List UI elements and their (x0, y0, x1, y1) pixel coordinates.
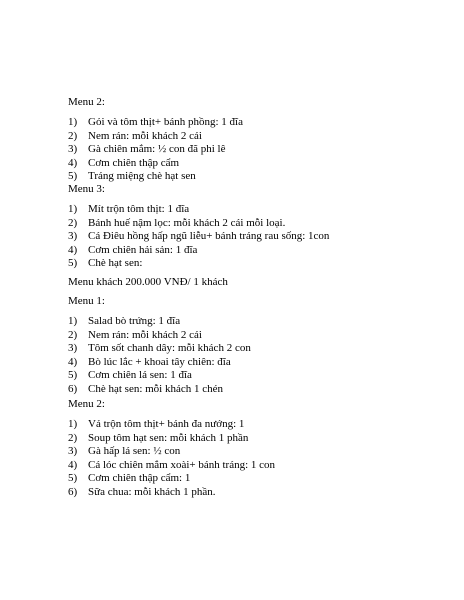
item-text: Cơm chiên thập cẩm: 1 (88, 472, 191, 485)
list-item: 2) Nem rán: mỗi khách 2 cái (68, 328, 202, 341)
item-text: Sữa chua: mỗi khách 1 phần. (88, 485, 216, 498)
item-text: Cơm chiên hải sản: 1 đĩa (88, 243, 198, 256)
item-text: Mít trộn tôm thịt: 1 đĩa (88, 203, 190, 215)
item-text: Tôm sốt chanh dây: mỗi khách 2 con (88, 342, 251, 355)
item-text: Bánh huế nậm lọc: mỗi khách 2 cái mỗi loại. (88, 216, 286, 229)
item-text: Chè hạt sen: mỗi khách 1 chén (88, 382, 224, 395)
item-text: Nem rán: mỗi khách 2 cái (88, 129, 202, 142)
list-item: 3) Gà chiên mắm: ½ con đã phi lê (68, 143, 226, 156)
item-text: Chè hạt sen: (88, 257, 143, 270)
list-item: 3) Tôm sốt chanh dây: mỗi khách 2 con (68, 342, 251, 355)
item-text: Gà hấp lá sen: ½ con (88, 445, 181, 458)
list-item: 2) Soup tôm hạt sen: mỗi khách 1 phần (68, 431, 249, 444)
menu-list (68, 315, 444, 397)
item-text: Cơm chiên thập cẩm (88, 156, 180, 169)
item-text: Soup tôm hạt sen: mỗi khách 1 phần (88, 431, 249, 444)
list-item: 2) Nem rán: mỗi khách 2 cái (68, 129, 202, 142)
item-text: Bò lúc lắc + khoai tây chiên: đĩa (88, 355, 231, 368)
item-text: Salad bò trứng: 1 đĩa (88, 315, 181, 327)
list-item: 5) Chè hạt sen: (68, 257, 143, 270)
list-item: 1) Gỏi và tôm thịt+ bánh phồng: 1 đĩa (68, 116, 243, 128)
price-line: Menu khách 200.000 VNĐ/ 1 khách (68, 276, 228, 288)
list-item: 1) Vả trộn tôm thịt+ bánh đa nướng: 1 (68, 418, 245, 430)
list-item: 1) Mít trộn tôm thịt: 1 đĩa (68, 203, 190, 215)
item-text: Gỏi và tôm thịt+ bánh phồng: 1 đĩa (88, 116, 243, 128)
section-heading: Menu 1: (68, 295, 105, 307)
menu-list (68, 418, 444, 500)
list-item: 5) Cơm chiên lá sen: 1 đĩa (68, 369, 192, 382)
item-text: Cơm chiên lá sen: 1 đĩa (88, 369, 192, 382)
item-text: Nem rán: mỗi khách 2 cái (88, 328, 202, 341)
item-text: Tráng miệng chè hạt sen (88, 170, 196, 183)
list-item: 1) Salad bò trứng: 1 đĩa (68, 315, 181, 327)
list-item: 4) Cá lóc chiên mắm xoài+ bánh tráng: 1 con (68, 458, 276, 471)
item-text: Cá Điêu hồng hấp ngũ liễu+ bánh tráng rau sống: 1con (88, 230, 330, 243)
menu-2-section (68, 96, 444, 184)
section-heading: Menu 2: (68, 96, 105, 108)
list-item: 3) Cá Điêu hồng hấp ngũ liễu+ bánh tráng rau sống: 1con (68, 230, 330, 243)
list-item: 4) Cơm chiên hải sản: 1 đĩa (68, 243, 198, 256)
menu-2b-section (68, 398, 444, 500)
list-item: 6) Sữa chua: mỗi khách 1 phần. (68, 485, 216, 498)
section-heading: Menu 3: (68, 183, 105, 195)
list-item: 4) Cơm chiên thập cẩm (68, 156, 180, 169)
section-heading: Menu 2: (68, 398, 105, 410)
item-text: Gà chiên mắm: ½ con đã phi lê (88, 143, 226, 156)
list-item: 3) Gà hấp lá sen: ½ con (68, 445, 181, 458)
list-item: 5) Cơm chiên thập cẩm: 1 (68, 472, 191, 485)
menu-3-section (68, 183, 444, 271)
list-item: 4) Bò lúc lắc + khoai tây chiên: đĩa (68, 355, 231, 368)
menu-1-section (68, 295, 444, 397)
menu-list (68, 116, 444, 184)
item-text: Vả trộn tôm thịt+ bánh đa nướng: 1 (88, 418, 245, 430)
list-item: 5) Tráng miệng chè hạt sen (68, 170, 196, 183)
item-text: Cá lóc chiên mắm xoài+ bánh tráng: 1 con (88, 458, 276, 471)
list-item: 2) Bánh huế nậm lọc: mỗi khách 2 cái mỗi loại. (68, 216, 286, 229)
menu-list (68, 203, 444, 271)
list-item: 6) Chè hạt sen: mỗi khách 1 chén (68, 382, 224, 395)
